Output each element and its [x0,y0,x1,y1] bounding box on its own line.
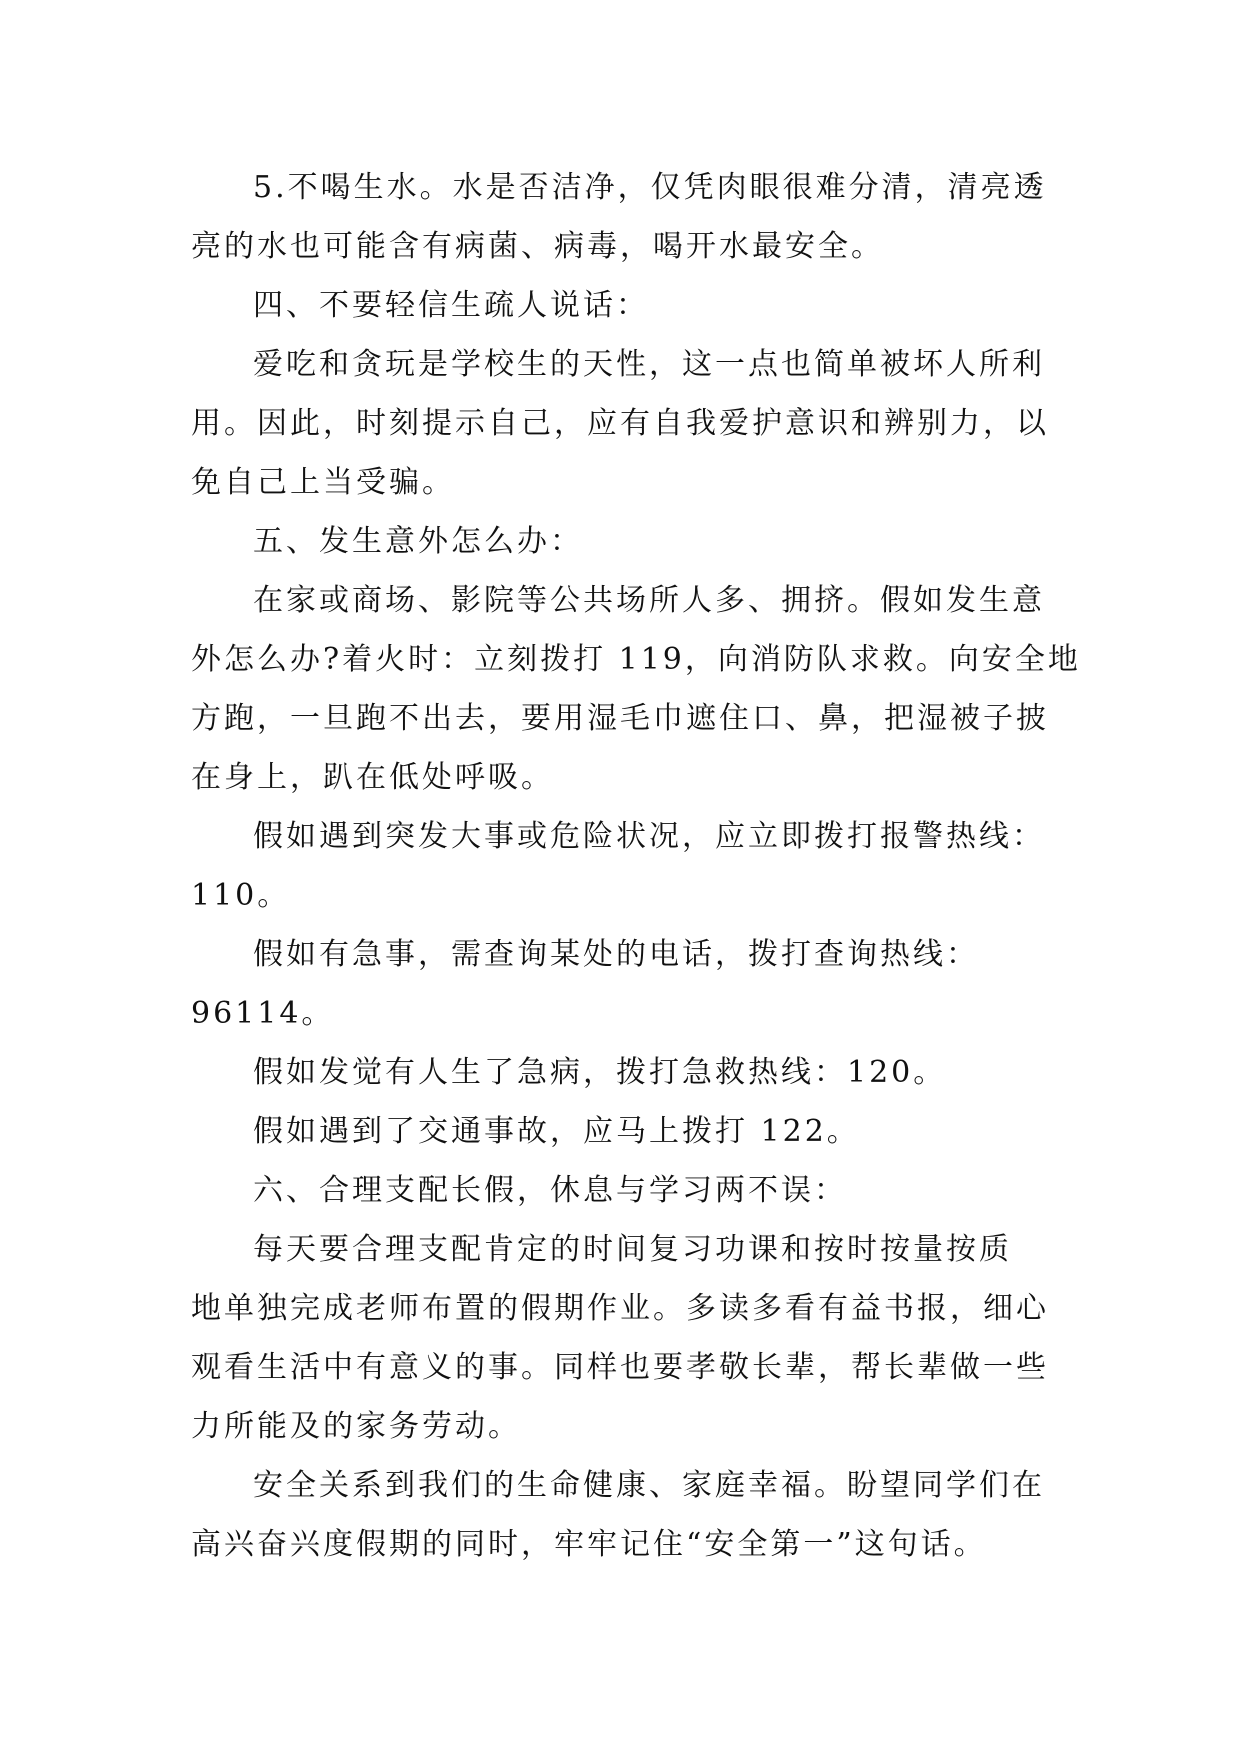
paragraph-line: 假如遇到了交通事故，应马上拨打 122。 [253,1114,860,1149]
paragraph-line: 在家或商场、影院等公共场所人多、拥挤。假如发生意 [253,583,1045,618]
paragraph-line: 力所能及的家务劳动。 [191,1409,521,1444]
section-heading-six: 六、合理支配长假，休息与学习两不误： [253,1173,847,1208]
paragraph-line: 5.不喝生水。水是否洁净，仅凭肉眼很难分清，清亮透 [253,170,1047,205]
document-body [191,158,1081,1574]
section-heading-five: 五、发生意外怎么办： [253,524,583,559]
section-heading-four: 四、不要轻信生疏人说话： [253,288,649,323]
paragraph-line: 地单独完成老师布置的假期作业。多读多看有益书报，细心 [191,1291,1049,1326]
paragraph-line: 爱吃和贪玩是学校生的天性，这一点也简单被坏人所利 [253,347,1045,382]
paragraph-line: 外怎么办?着火时：立刻拨打 119，向消防队求救。向安全地 [191,642,1081,677]
paragraph-line: 方跑，一旦跑不出去，要用湿毛巾遮住口、鼻，把湿被子披 [191,701,1049,736]
paragraph-line: 亮的水也可能含有病菌、病毒，喝开水最安全。 [191,229,884,264]
paragraph-line: 在身上，趴在低处呼吸。 [191,760,554,795]
paragraph-line: 用。因此，时刻提示自己，应有自我爱护意识和辨别力，以 [191,406,1049,441]
paragraph-line: 每天要合理支配肯定的时间复习功课和按时按量按质 [253,1232,1012,1267]
paragraph-line: 96114。 [191,996,335,1031]
paragraph-line: 免自己上当受骗。 [191,465,455,500]
paragraph-line: 假如有急事，需查询某处的电话，拨打查询热线： [253,937,979,972]
paragraph-line: 假如遇到突发大事或危险状况，应立即拨打报警热线： [253,819,1045,854]
paragraph-line: 假如发觉有人生了急病，拨打急救热线：120。 [253,1055,947,1090]
paragraph-line: 高兴奋兴度假期的同时，牢牢记住“安全第一”这句话。 [191,1527,987,1562]
paragraph-line: 110。 [191,878,291,913]
paragraph-line: 观看生活中有意义的事。同样也要孝敬长辈，帮长辈做一些 [191,1350,1049,1385]
paragraph-line: 安全关系到我们的生命健康、家庭幸福。盼望同学们在 [253,1468,1045,1503]
